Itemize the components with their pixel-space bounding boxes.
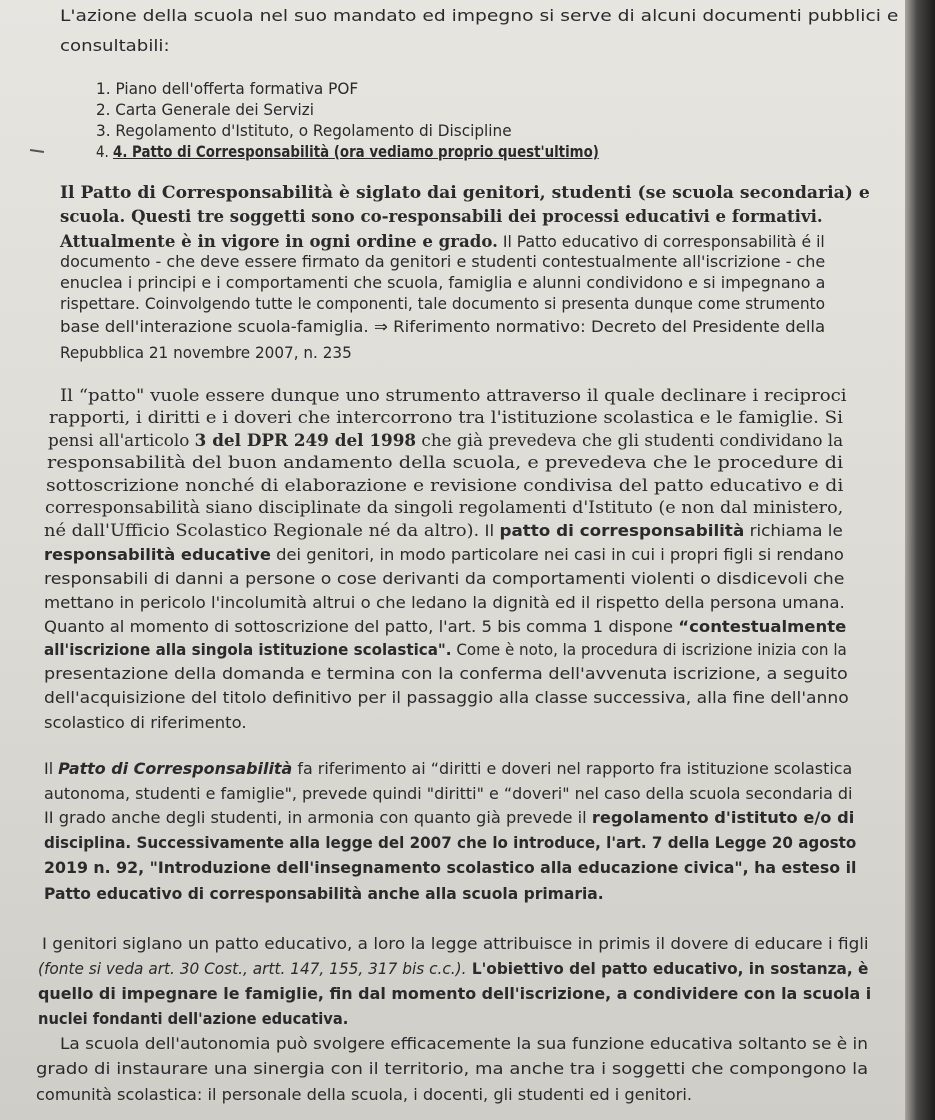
p2-line-7-a: né dall'Ufficio Scolastico Regionale né da altro). [44, 521, 480, 541]
p2-line-12-rest: Come è noto, la procedura di iscrizione inizia con la [451, 640, 847, 659]
p3-line-6: Patto educativo di corresponsabilità anche alla scuola primaria. [44, 884, 604, 903]
p2-line-7-d: richiama le [744, 521, 843, 540]
p2-line-3 [48, 431, 843, 451]
list-item: 2. Carta Generale dei Servizi [96, 100, 314, 119]
p2-line-12 [44, 640, 847, 659]
page-edge-shadow [905, 0, 935, 1120]
p4-line-3: quello di impegnare le famiglie, fin dal momento dell'iscrizione, a condividere con la scuola i [38, 984, 872, 1003]
p3-line-3-bold: regolamento d'istituto e/o di [591, 808, 855, 827]
list-item-4 [96, 142, 599, 161]
p2-line-7-bold: patto di corresponsabilità [499, 521, 745, 540]
intro-line-1: L'azione della scuola nel suo mandato ed impegno si serve di alcuni documenti pubblici e [60, 6, 899, 25]
p2-line-3-bold: 3 del DPR 249 del 1998 [194, 431, 417, 451]
p2-line-8 [44, 545, 844, 564]
p3-line-4: disciplina. Successivamente alla legge del 2007 che lo introduce, l'art. 7 della Legge 20 agosto [44, 833, 857, 852]
p2-line-11-bold: “contestualmente [678, 617, 847, 636]
pen-mark [30, 149, 44, 153]
p2-line-7-b: Il [479, 521, 500, 540]
p3-line-1-a: Il [44, 759, 59, 778]
p4-line-1: I genitori siglano un patto educativo, a loro la legge attribuisce in primis il dovere di educare i figli [42, 934, 869, 953]
p1-line-3 [60, 232, 825, 252]
p4-line-2-italic: (fonte si veda art. 30 Cost., artt. 147, 155, 317 bis c.c.). [38, 959, 467, 978]
p2-line-12-bold: all'iscrizione alla singola istituzione scolastica". [44, 640, 452, 659]
p1-line-1-text: Il Patto di Corresponsabilità è siglato dai genitori, studenti (se scuola secondaria) e [60, 183, 870, 203]
p3-line-5: 2019 n. 92, "Introduzione dell'insegnamento scolastico alla educazione civica", ha esteso il [44, 858, 857, 877]
p1-line-7: base dell'interazione scuola-famiglia. ⇒ Riferimento normativo: Decreto del Presidente della [60, 317, 826, 336]
p4-line-4: nuclei fondanti dell'azione educativa. [38, 1009, 349, 1028]
p2-line-9: responsabili di danni a persone o cose derivanti da comportamenti violenti o disdicevoli che [44, 569, 845, 588]
list-item: 1. Piano dell'offerta formativa POF [96, 79, 359, 98]
p1-line-5: enuclea i principi e i comportamenti che scuola, famiglia e alunni condividono e si impegnano a [60, 273, 826, 292]
p2-line-8-rest: dei genitori, in modo particolare nei casi in cui i propri figli si rendano [270, 545, 844, 564]
p2-line-14: dell'acquisizione del titolo definitivo per il passaggio alla classe successiva, alla fine dell'anno [44, 688, 849, 707]
p3-line-3 [44, 808, 854, 827]
p1-line-8: Repubblica 21 novembre 2007, n. 235 [60, 343, 352, 362]
list-item-underlined: 4. Patto di Corresponsabilità (ora vediamo proprio quest'ultimo) [113, 142, 599, 161]
p2-line-2: rapporti, i diritti e i doveri che intercorrono tra l'istituzione scolastica e le famiglie. Si [49, 408, 843, 428]
p1-line-4: documento - che deve essere firmato da genitori e studenti contestualmente all'iscrizione - che [60, 252, 826, 271]
p4-line-5: La scuola dell'autonomia può svolgere efficacemente la sua funzione educativa soltanto se è in [60, 1034, 868, 1053]
p2-line-1: Il “patto" vuole essere dunque uno strumento attraverso il quale declinare i reciproci [60, 386, 847, 406]
p2-line-3-c: che già prevedeva che gli studenti condividano la [416, 431, 844, 451]
p1-line-3-rest: Il Patto educativo di corresponsabilità é il [497, 232, 825, 251]
p3-line-2: autonoma, studenti e famiglie", prevede quindi "diritti" e “doveri" nel caso della scuola secondaria di [44, 784, 853, 803]
p2-line-10: mettano in pericolo l'incolumità altrui o che ledano la dignità ed il rispetto della persona umana. [44, 593, 845, 612]
p4-line-2-bold: L'obiettivo del patto educativo, in sostanza, è [466, 959, 869, 978]
intro-line-2: consultabili: [60, 36, 170, 55]
p1-line-6: rispettare. Coinvolgendo tutte le componenti, tale documento si presenta dunque come strumento [60, 294, 826, 313]
p2-line-11 [44, 617, 846, 636]
p1-line-1 [60, 183, 870, 203]
p2-line-7 [44, 521, 843, 541]
list-item-number: 4. [96, 142, 114, 161]
p2-line-5: sottoscrizione nonché di elaborazione e revisione condivisa del patto educativo e di [46, 476, 844, 496]
p4-line-7: comunità scolastica: il personale della scuola, i docenti, gli studenti ed i genitori. [36, 1085, 692, 1104]
p1-line-2: scuola. Questi tre soggetti sono co-responsabili dei processi educativi e formativi. [60, 207, 823, 227]
p3-line-1-c: fa riferimento ai “diritti e doveri nel rapporto fra istituzione scolastica [292, 759, 853, 778]
p2-line-3-a: pensi all'articolo [48, 431, 195, 451]
list-item: 3. Regolamento d'Istituto, o Regolamento di Discipline [96, 121, 512, 140]
p2-line-11-a: Quanto al momento di sottoscrizione del patto, l'art. 5 bis comma 1 dispone [44, 617, 679, 636]
p1-line-3-bold: Attualmente è in vigore in ogni ordine e grado. [60, 232, 498, 252]
p4-line-6: grado di instaurare una sinergia con il territorio, ma anche tra i soggetti che compongono la [36, 1059, 869, 1078]
p2-line-15: scolastico di riferimento. [44, 713, 247, 732]
p3-line-1 [44, 759, 852, 778]
p2-line-6: corresponsabilità siano disciplinate da singoli regolamenti d'Istituto (e non dal ministero, [45, 498, 844, 518]
p3-line-1-italic: Patto di Corresponsabilità [58, 759, 293, 778]
p2-line-8-bold: responsabilità educative [44, 545, 271, 564]
p4-line-2 [38, 959, 868, 978]
p2-line-4: responsabilità del buon andamento della scuola, e prevedeva che le procedure di [47, 453, 844, 473]
p2-line-13: presentazione della domanda e termina con la conferma dell'avvenuta iscrizione, a seguito [44, 664, 848, 683]
p3-line-3-a: II grado anche degli studenti, in armonia con quanto già prevede il [44, 808, 592, 827]
